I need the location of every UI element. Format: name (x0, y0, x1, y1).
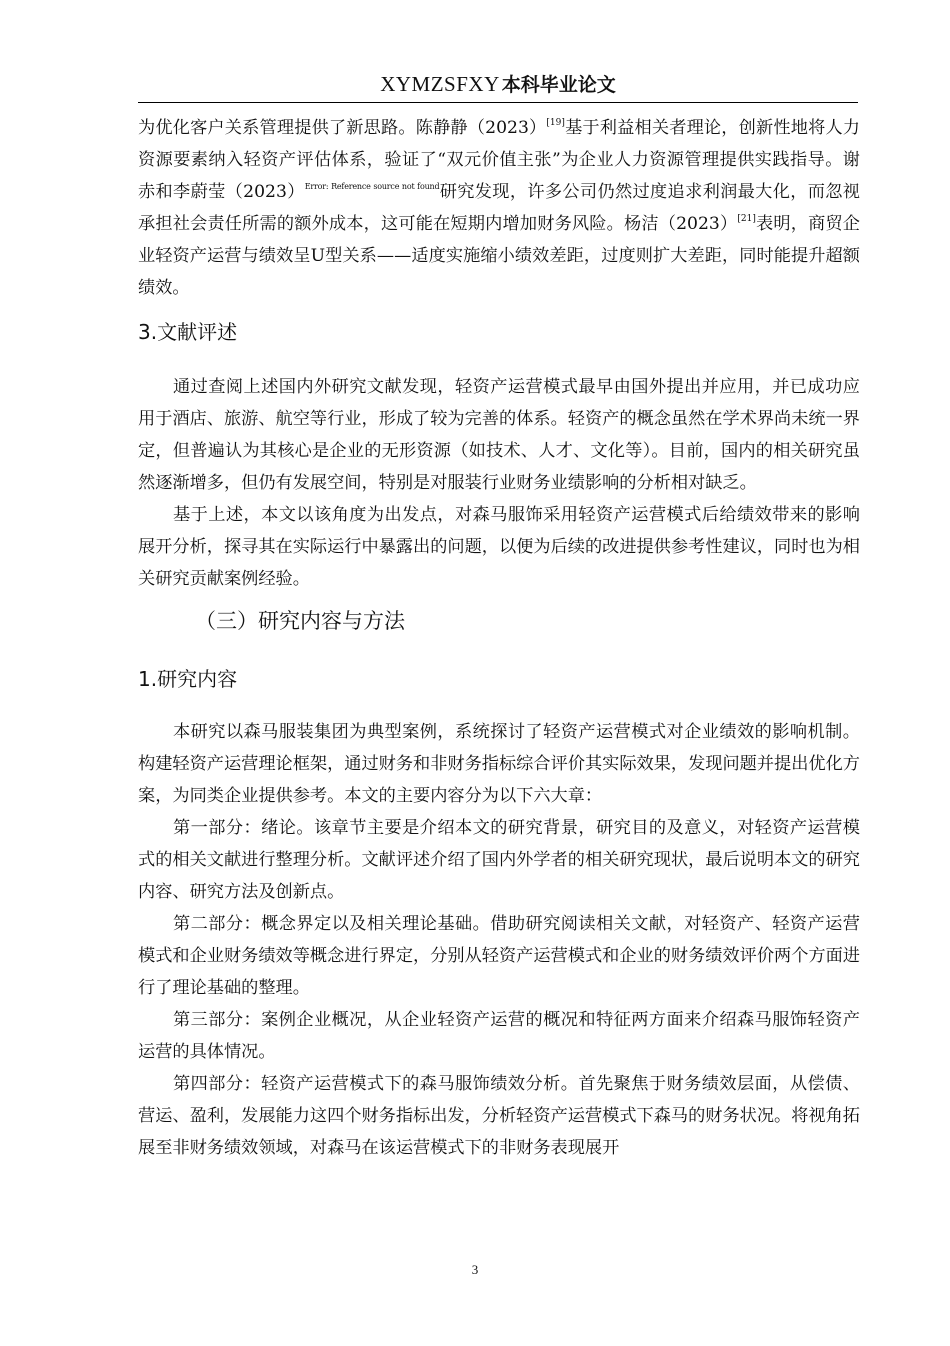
continued-paragraph (138, 112, 860, 304)
content-paragraph: 第一部分：绪论。该章节主要是介绍本文的研究背景，研究目的及意义，对轻资产运营模式的相关文献进行整理分析。文献评述介绍了国内外学者的相关研究现状，最后说明本文的研究内容、研究方法及创新点。 (138, 818, 860, 902)
para1-text-b: 基于利益相关者理论，创新性地将人力资源要素纳入轻资产评估体系，验证了“双元价值主张”为企业人力资源管理提供实践指导。谢赤和李蔚莹（2023） (138, 118, 860, 202)
heading-research-content: 1.研究内容 (138, 667, 238, 691)
review-paragraph: 基于上述，本文以该角度为出发点，对森马服饰采用轻资产运营模式后给绩效带来的影响展开分析，探寻其在实际运行中暴露出的问题，以便为后续的改进提供参考性建议，同时也为相关研究贡献案例经验。 (138, 505, 860, 589)
heading-literature-review: 3.文献评述 (138, 320, 238, 344)
page-body (138, 112, 860, 1164)
para1-text-d: 表明，商贸企业轻资产运营与绩效呈U型关系——适度实施缩小绩效差距，过度则扩大差距，同时能提升超额绩效。 (138, 214, 860, 298)
heading-research-content-methods: （三）研究内容与方法 (195, 609, 405, 633)
header-code: XYMZSFXY (380, 72, 500, 96)
page-number: 3 (471, 1262, 479, 1277)
citation-19: [19] (546, 118, 565, 128)
content-paragraph: 第二部分：概念界定以及相关理论基础。借助研究阅读相关文献，对轻资产、轻资产运营模式和企业财务绩效等概念进行界定，分别从轻资产运营模式和企业的财务绩效评价两个方面进行了理论基础的整理。 (138, 914, 860, 998)
page-header (138, 70, 858, 103)
citation-error: Error: Reference source not found (304, 182, 440, 191)
content-paragraph: 第四部分：轻资产运营模式下的森马服饰绩效分析。首先聚焦于财务绩效层面，从偿债、营运、盈利，发展能力这四个财务指标出发，分析轻资产运营模式下森马的财务状况。将视角拓展至非财务绩效领域，对森马在该运营模式下的非财务表现展开 (138, 1074, 860, 1158)
content-paragraph: 本研究以森马服装集团为典型案例，系统探讨了轻资产运营模式对企业绩效的影响机制。构建轻资产运营理论框架，通过财务和非财务指标综合评价其实际效果，发现问题并提出优化方案，为同类企业提供参考。本文的主要内容分为以下六大章： (138, 722, 860, 806)
review-paragraph: 通过查阅上述国内外研究文献发现，轻资产运营模式最早由国外提出并应用，并已成功应用于酒店、旅游、航空等行业，形成了较为完善的体系。轻资产的概念虽然在学术界尚未统一界定，但普遍认为其核心是企业的无形资源（如技术、人才、文化等）。目前，国内的相关研究虽然逐渐增多，但仍有发展空间，特别是对服装行业财务业绩影响的分析相对缺乏。 (138, 377, 860, 493)
header-label: 本科毕业论文 (501, 74, 616, 96)
para1-text-c: 研究发现，许多公司仍然过度追求利润最大化，而忽视承担社会责任所需的额外成本，这可能在短期内增加财务风险。杨洁（2023） (138, 182, 860, 234)
para1-text-a: 为优化客户关系管理提供了新思路。陈静静（2023） (138, 118, 547, 138)
citation-21: [21] (737, 214, 756, 224)
content-paragraph: 第三部分：案例企业概况，从企业轻资产运营的概况和特征两方面来介绍森马服饰轻资产运营的具体情况。 (138, 1010, 860, 1062)
